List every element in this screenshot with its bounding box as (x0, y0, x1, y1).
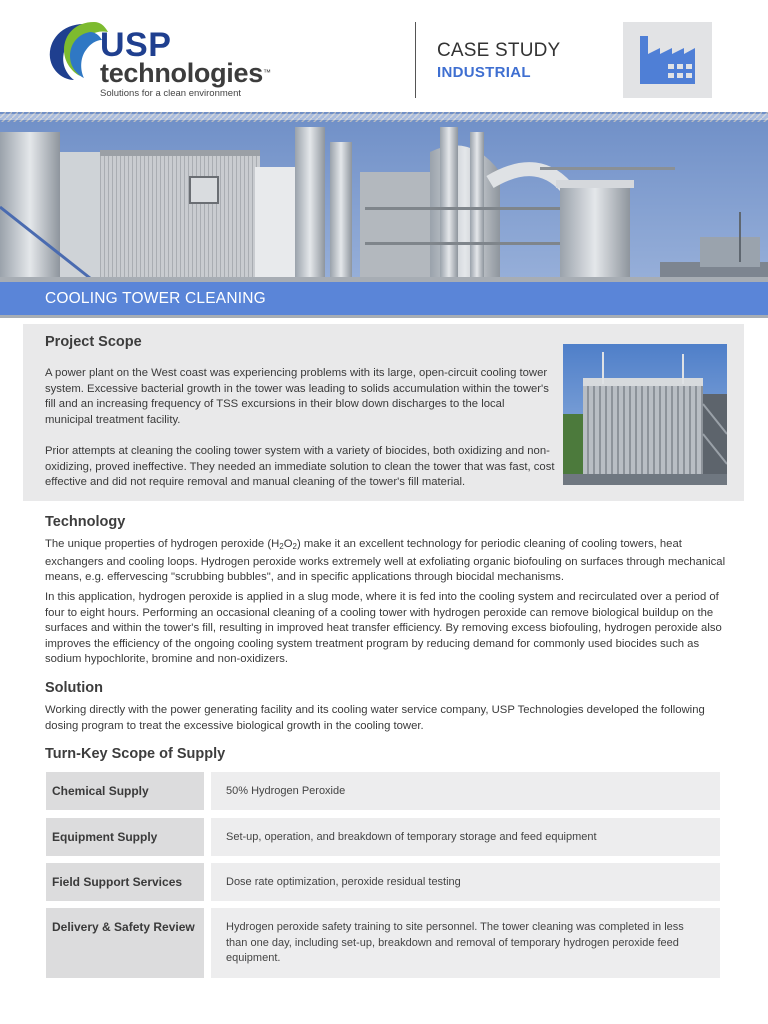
supply-label: Delivery & Safety Review (46, 908, 204, 978)
technology-p1-end: ) make it an excellent technology for periodic cleaning of cooling towers, heat exchangers and cooling loops. Hydrogen peroxide works extremely well at exfoliating organic biofouling on surfaces through mechanical means, e.g. effervescing "scrubbing bubbles", and in specific applications through biocidal mechanisms. (45, 538, 726, 583)
supply-label: Chemical Supply (46, 772, 204, 810)
subscript-2b: 2 (292, 542, 297, 551)
technology-heading: Technology (45, 514, 126, 530)
supply-value: Hydrogen peroxide safety training to site personnel. The tower cleaning was completed in less than one day, including set-up, breakdown and removal of temporary hydrogen peroxide feed equipment. (211, 908, 720, 978)
technology-p1-oxygen: O (283, 538, 293, 550)
logo-technologies-text (100, 58, 271, 88)
supply-value: Dose rate optimization, peroxide residual testing (211, 863, 720, 901)
table-row (46, 818, 720, 856)
case-study-label: CASE STUDY (437, 40, 561, 61)
header (0, 0, 768, 112)
page-title: COOLING TOWER CLEANING (45, 290, 266, 307)
project-scope-paragraph-1: A power plant on the West coast was experiencing problems with its large, open-circuit cooling tower system. Excessive bacterial growth in the tower was leading to solids accumulation within the tower's fill and an increasing frequency of TSS excursions in their blow down discharges to the local municipal treatment facility. (45, 367, 549, 426)
category-icon-box (623, 22, 712, 98)
logo-technologies-word: technologies (100, 58, 263, 88)
title-banner (0, 282, 768, 315)
cooling-tower-photo (563, 344, 727, 485)
header-divider (415, 22, 416, 98)
supply-value: 50% Hydrogen Peroxide (211, 772, 720, 810)
project-scope-heading: Project Scope (45, 334, 142, 350)
table-row (46, 908, 720, 978)
trademark-symbol: ™ (262, 68, 271, 77)
project-scope-panel (23, 324, 744, 501)
technology-paragraph-2: In this application, hydrogen peroxide is applied in a slug mode, where it is fed into the cooling system and recirculated over a period of four to eight hours. Performing an occasional cleaning of a cooling tower with hydrogen peroxide can remove biological buildup on the surfaces and within the tower's fill, resulting in improved heat transfer efficiency. By removing excess biofouling, hydrogen peroxide also improves the efficiency of the ongoing cooling system treatment program by reducing demand for commonly used biocides such as sodium hypochlorite, bromine and non-oxidizers. (45, 591, 722, 665)
technology-p1-start: The unique properties of hydrogen peroxide (H (45, 538, 280, 550)
table-row (46, 772, 720, 810)
solution-heading: Solution (45, 680, 103, 696)
solution-paragraph: Working directly with the power generating facility and its cooling water service company, USP Technologies developed the following dosing program to treat the excessive biological growth in the cooling tower. (45, 704, 705, 732)
technology-paragraph-1 (45, 537, 735, 586)
logo-swirl-icon (44, 20, 108, 84)
subscript-2a: 2 (279, 542, 284, 551)
case-study-category: INDUSTRIAL (437, 64, 531, 81)
supply-value: Set-up, operation, and breakdown of temporary storage and feed equipment (211, 818, 720, 856)
supply-label: Field Support Services (46, 863, 204, 901)
supply-heading: Turn-Key Scope of Supply (45, 746, 226, 762)
factory-icon (623, 22, 712, 98)
project-scope-paragraph-2: Prior attempts at cleaning the cooling tower system with a variety of biocides, both oxidizing and non-oxidizing, proved ineffective. They needed an immediate solution to clean the tower that was fast, cost effective and did not require removal and manual cleaning of the tower's fill material. (45, 445, 555, 488)
table-row (46, 863, 720, 901)
supply-label: Equipment Supply (46, 818, 204, 856)
usp-logo[interactable] (44, 20, 284, 102)
logo-usp-text: USP (100, 26, 172, 64)
logo-tagline: Solutions for a clean environment (100, 88, 241, 99)
